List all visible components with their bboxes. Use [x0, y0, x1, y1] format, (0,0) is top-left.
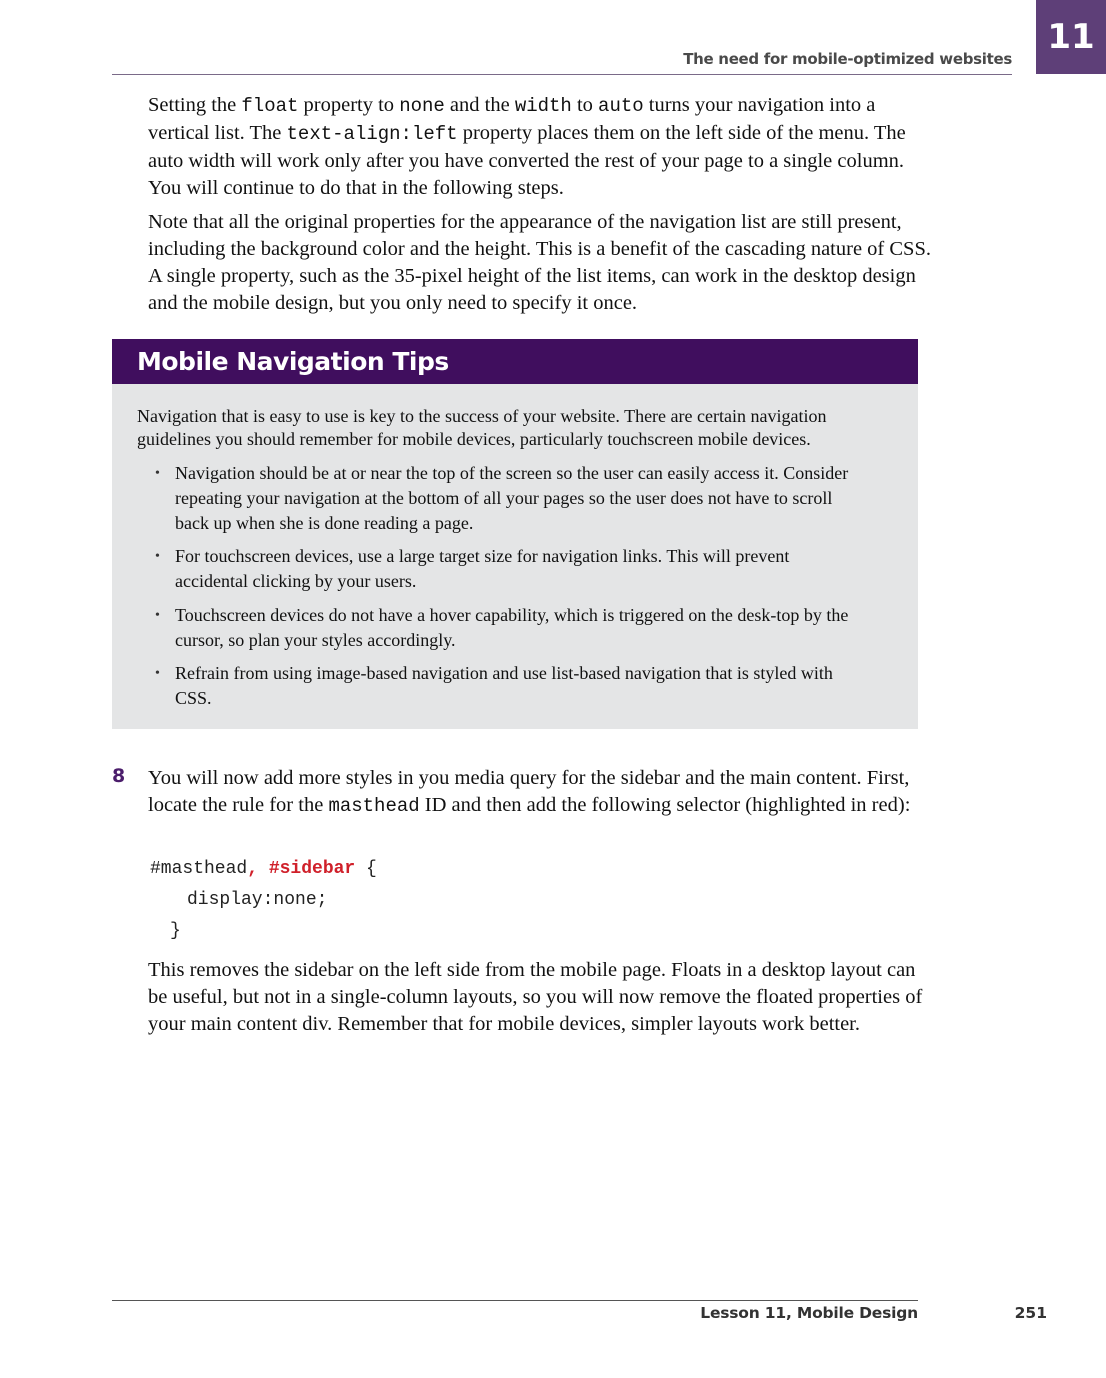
list-item: For touchscreen devices, use a large target size for navigation links. This will prevent accidental clicking by your users. [175, 546, 790, 591]
step-instruction [148, 765, 938, 820]
header-divider [112, 74, 1012, 75]
body-paragraph-1 [148, 92, 938, 202]
text-run: property to [298, 94, 400, 116]
tips-list [112, 384, 918, 729]
inline-code: width [514, 95, 572, 117]
tips-box-header [112, 339, 918, 384]
tips-intro: Navigation that is easy to use is key to the success of your website. There are certain navigation guidelines you should remember for mobile devices, particularly touchscreen mobile devices. [137, 406, 827, 449]
inline-code: none [399, 95, 445, 117]
code-brace: { [355, 859, 377, 879]
code-line-2: display:none; [187, 890, 328, 910]
inline-code: float [241, 95, 299, 117]
footer-divider [112, 1300, 918, 1301]
list-item: Touchscreen devices do not have a hover capability, which is triggered on the desk-top by the cursor, so plan your styles accordingly. [175, 605, 849, 650]
bullet-icon: • [155, 666, 160, 681]
bullet-icon: • [155, 549, 160, 564]
bullet-icon: • [155, 608, 160, 623]
text-run: and the [444, 94, 515, 116]
text-run: to [571, 94, 599, 116]
list-item: Navigation should be at or near the top of the screen so the user can easily access it. Consider repeating your navigation at the bottom of all your pages so the user does not have to scroll back up when she is done reading a page. [175, 463, 849, 533]
page-number: 251 [1014, 1304, 1047, 1322]
text-run: property places them on the left side of the menu. The auto width will work only after you have converted the rest of your page to a single column. You will continue to do that in the following steps. [148, 122, 906, 199]
body-paragraph-3: This removes the sidebar on the left side from the mobile page. Floats in a desktop layout can be useful, but not in a single-column layouts, so you will now remove the floated properties of your main content div. Remember that for mobile devices, simpler layouts work better. [148, 959, 923, 1035]
code-selector: #masthead [150, 859, 248, 879]
text-run: You will now add more styles in you media query for the sidebar and the main content. First, locate the rule for the [148, 767, 910, 816]
step-number: 8 [112, 765, 126, 787]
body-paragraph-2: Note that all the original properties for the appearance of the navigation list are still present, including the background color and the height. This is a benefit of the cascading nature of CSS. A single property, such as the 35-pixel height of the list items, can work in the desktop design and the mobile design, but you only need to specify it once. [148, 211, 931, 314]
text-run: Setting the [148, 94, 242, 116]
tips-box [112, 384, 918, 729]
code-highlight: , #sidebar [247, 859, 356, 879]
text-run: turns your navigation into a vertical list. The [148, 94, 876, 144]
code-line-1 [150, 857, 377, 881]
inline-code: text-align:left [286, 123, 458, 145]
list-item: Refrain from using image-based navigation and use list-based navigation that is styled with CSS. [175, 663, 833, 708]
inline-code: auto [598, 95, 644, 117]
tips-box-title: Mobile Navigation Tips [137, 347, 449, 376]
code-line-3: } [170, 921, 181, 941]
text-run: ID and then add the following selector (highlighted in red): [419, 794, 911, 816]
footer-lesson-title: Lesson 11, Mobile Design [700, 1304, 918, 1322]
inline-code: masthead [328, 795, 420, 817]
chapter-tab: 11 [1036, 0, 1106, 74]
running-header: The need for mobile-optimized websites [683, 50, 1012, 68]
bullet-icon: • [155, 466, 160, 481]
